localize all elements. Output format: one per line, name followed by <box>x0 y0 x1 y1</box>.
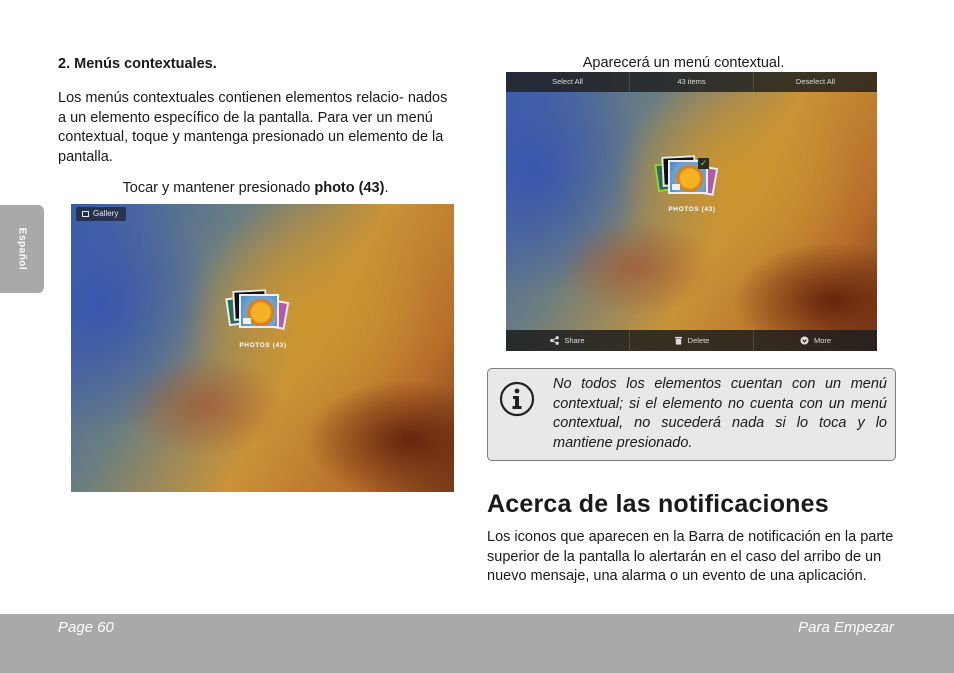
deselect-all-button[interactable]: Deselect All <box>795 77 836 86</box>
info-icon <box>499 381 535 417</box>
photo-card-front <box>239 294 279 328</box>
more-button[interactable] <box>754 330 877 351</box>
info-note-box <box>487 368 896 461</box>
notifications-paragraph: Los iconos que aparecen en la Barra de notificación en la parte superior de la pantalla lo alertarán en el caso del arribo de un nuevo mensaje, una alarma o un evento de una aplicación. <box>487 529 894 584</box>
delete-label: Delete <box>687 336 710 345</box>
share-button[interactable] <box>506 330 630 351</box>
screenshot-context-menu <box>506 72 877 351</box>
caption-tap-hold-target: photo (43) <box>314 180 385 196</box>
selected-count: 43 items <box>630 72 754 92</box>
selection-top-bar <box>506 72 877 92</box>
share-icon <box>550 336 559 345</box>
caption-tap-hold <box>58 180 453 196</box>
more-label: More <box>813 336 832 345</box>
gallery-label: Gallery <box>93 209 119 218</box>
caption-tap-hold-suffix: . <box>384 180 389 196</box>
caption-tap-hold-prefix: Tocar y mantener presionado <box>122 180 315 196</box>
share-label: Share <box>564 336 585 345</box>
gallery-icon <box>82 211 89 217</box>
photo-stack-selected[interactable] <box>656 156 726 202</box>
notifications-title: Acerca de las notificaciones <box>487 490 829 518</box>
chevron-down-circle-icon <box>800 336 809 345</box>
caption-context-menu: Aparecerá un menú contextual. <box>582 55 785 71</box>
photo-stack-thumbnail[interactable] <box>227 290 297 336</box>
action-bottom-bar <box>506 330 877 351</box>
photo-stack-label: PHOTOS (43) <box>239 342 287 349</box>
folder-icon <box>243 318 251 324</box>
delete-button[interactable] <box>630 330 754 351</box>
trash-icon <box>674 336 683 345</box>
screenshot-gallery <box>71 204 454 492</box>
check-icon: ✓ <box>699 158 708 168</box>
footer-section-title: Para Empezar <box>798 619 894 636</box>
gallery-button[interactable] <box>76 207 126 221</box>
folder-icon <box>672 184 680 190</box>
photo-card-front <box>668 160 708 194</box>
intro-paragraph: Los menús contextuales contienen elementos relacio- nados a un elemento específico de la pantalla. Para ver un menú contextual, toque y mantenga presionado un elemento de la pantalla. <box>58 90 448 165</box>
language-side-tab <box>0 205 44 293</box>
info-note-text: No todos los elementos cuentan con un menú contextual; si el elemento no cuenta con un menú contextual, no sucederá nada si lo toca y lo mantiene presionado. <box>553 376 887 451</box>
photo-stack-label: PHOTOS (43) <box>668 206 716 213</box>
page-number: Page 60 <box>58 619 114 636</box>
select-all-button[interactable]: Select All <box>506 72 630 92</box>
language-label: Español <box>16 227 28 271</box>
section-heading: 2. Menús contextuales. <box>58 56 217 72</box>
